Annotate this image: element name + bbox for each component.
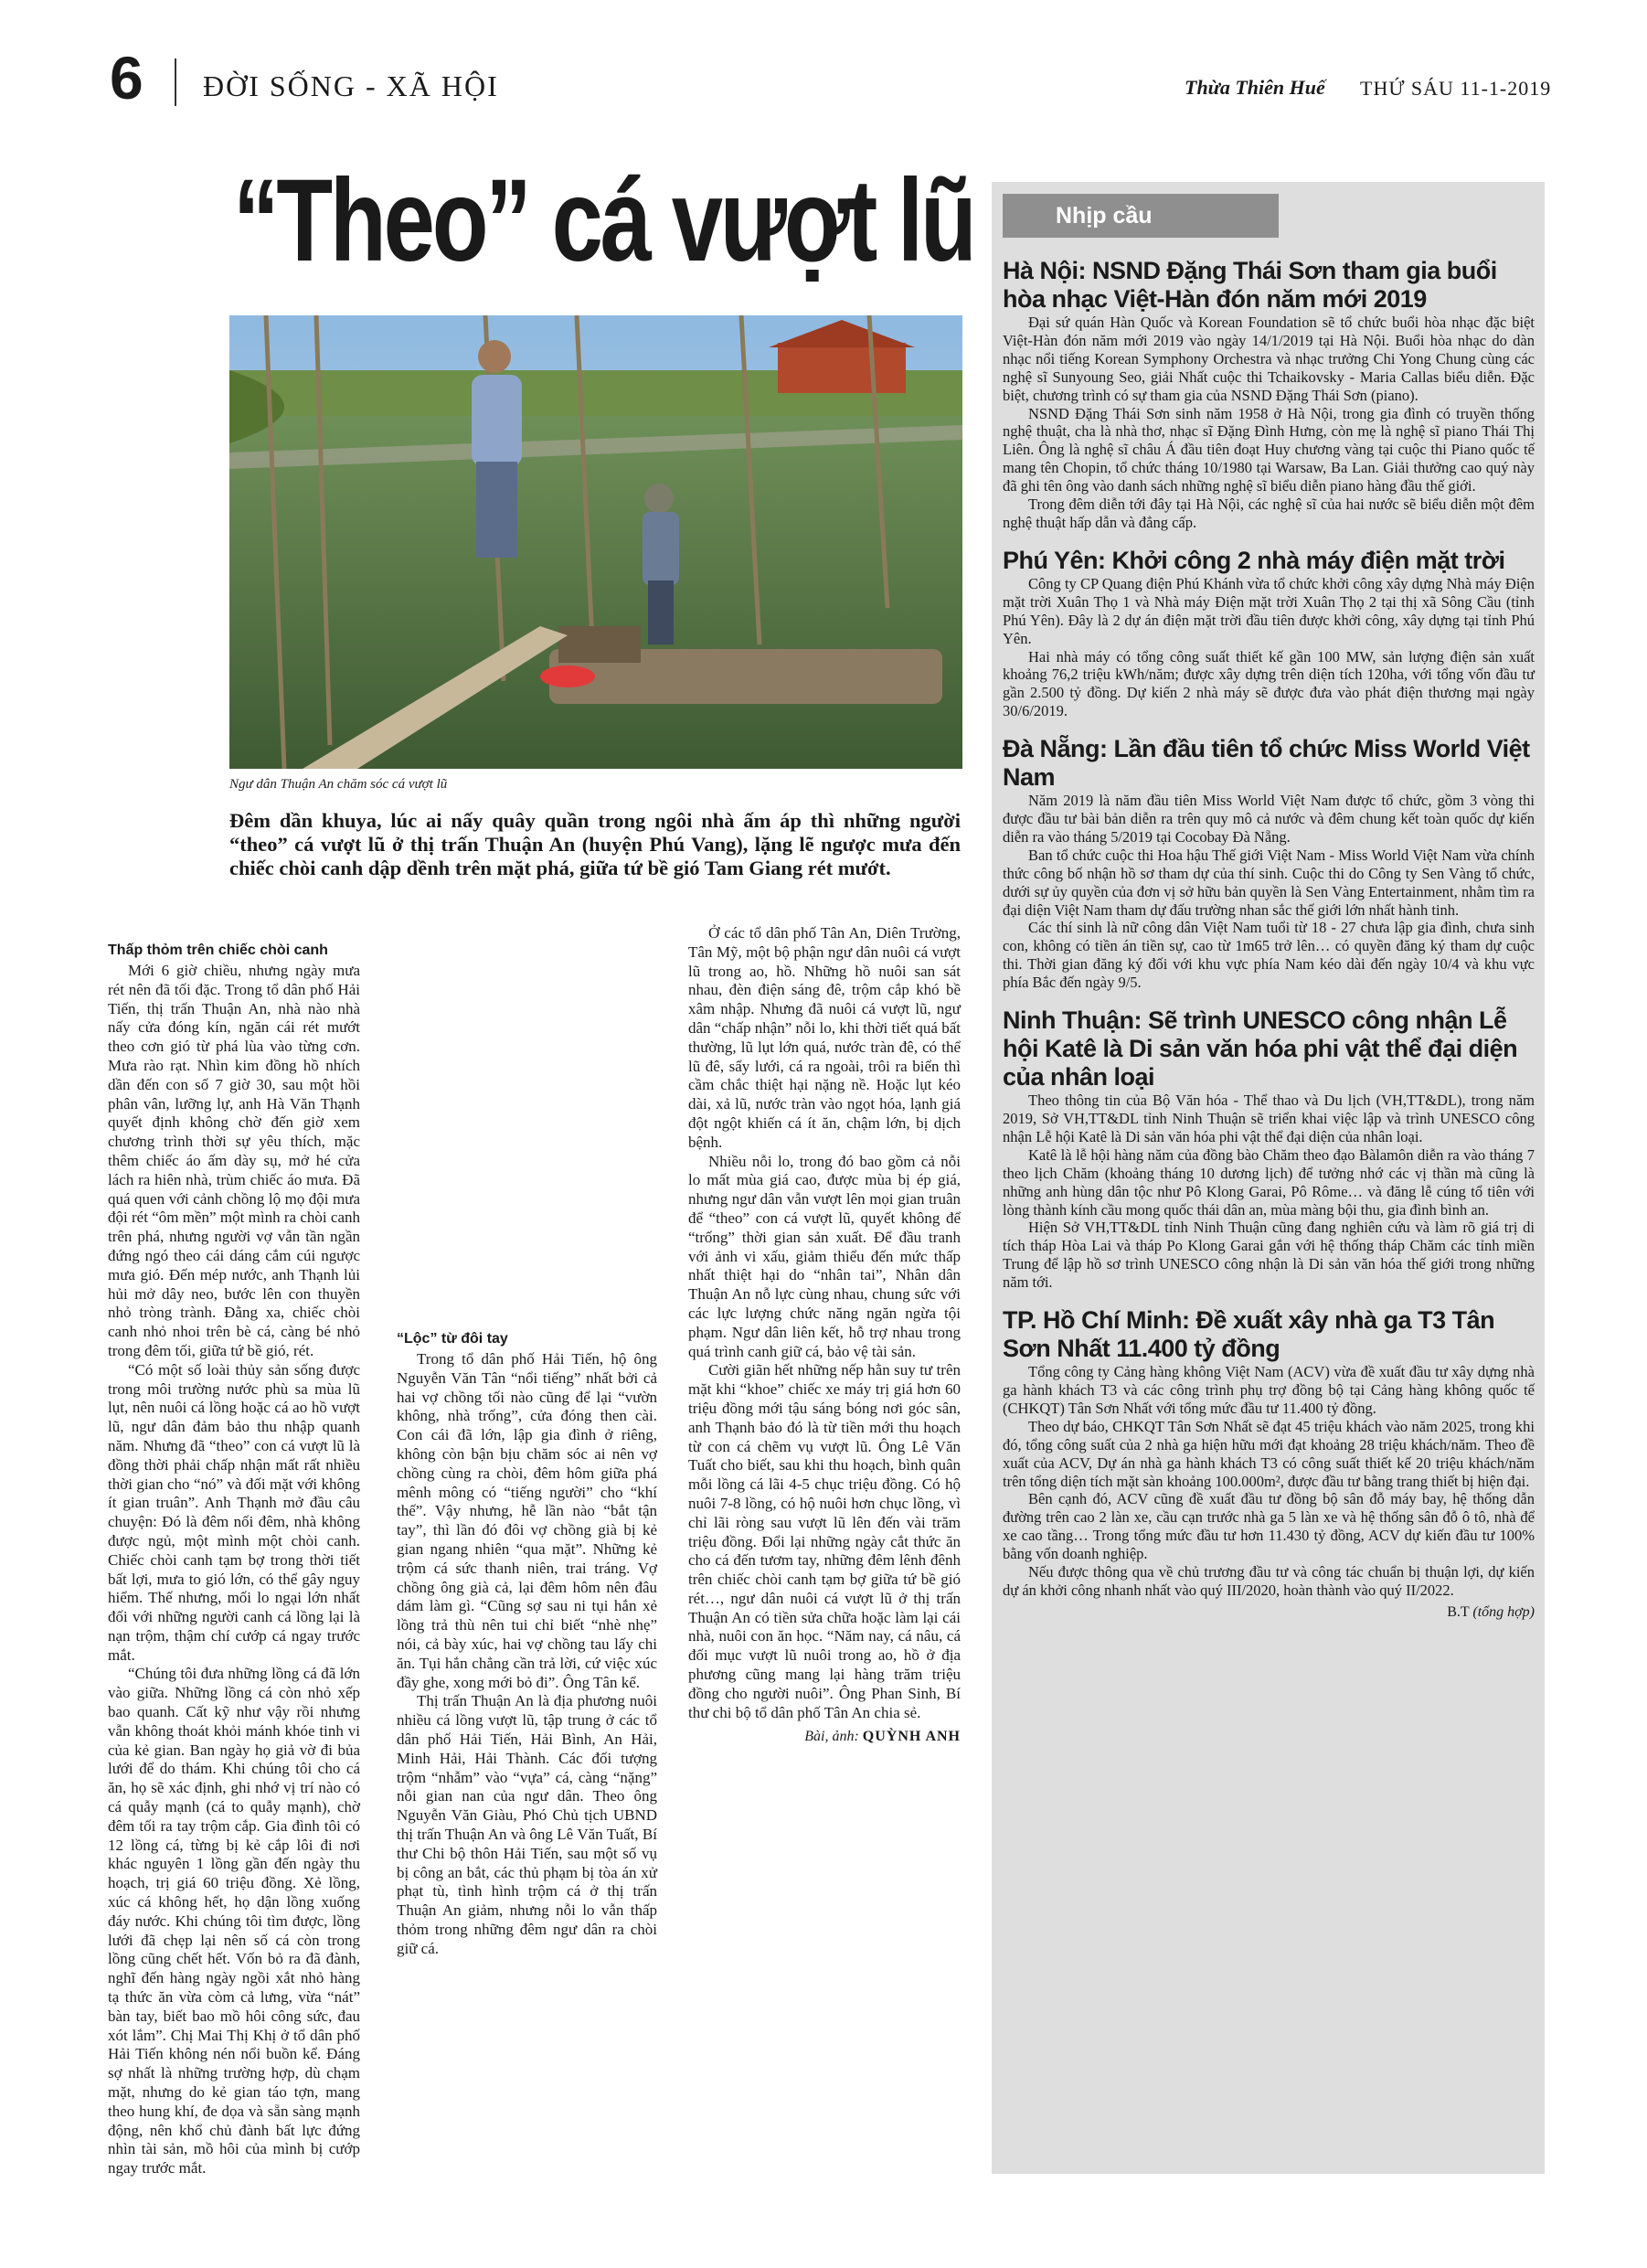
article-paragraph: Nhiều nỗi lo, trong đó bao gồm cả nỗi lo mất mùa giá cao, được mùa bị ép giá, nhưng ngư dân vẫn vượt lên mọi gian truân để “theo” con cá vượt lũ, quyết không để “trống” thời gian sản xuất. Để đầu tranh với ảnh vi xấu, giảm thiểu đến mức thấp nhất thiệt hại do “nhân tai”, Nhân dân Thuận An nỗ lực cùng nhau, chung sức với các lực lượng chức năng ngăn ngừa tội phạm. Ngư dân liên kết, hỗ trợ nhau trong quá trình canh giữ cá, bảo vệ tài sản. — [688, 1152, 961, 1360]
sidebar-paragraph: Hai nhà máy có tổng công suất thiết kế gần 100 MW, sản lượng điện sản xuất khoảng 76,2 triệu kWh/năm; được xây dựng trên diện tích 120ha, với tổng vốn đầu tư gần 2.500 tỷ đồng. Dự kiến 2 nhà máy sẽ được đưa vào phát điện thương mại ngày 30/6/2019. — [1003, 647, 1535, 720]
sidebar-item-title: TP. Hồ Chí Minh: Đề xuất xây nhà ga T3 Tân Sơn Nhất 11.400 tỷ đồng — [1003, 1306, 1495, 1363]
sidebar-paragraph: Bên cạnh đó, ACV cũng đề xuất đầu tư đồng bộ sân đỗ máy bay, hệ thống dẫn đường trên cao 2 làn xe, cầu cạn trước nhà ga 5 làn xe và hệ thống sân đỗ ô tô, nhà để xe cao tầng… Trong tổng mức đầu tư hơn 11.430 tỷ đồng, ACV dự kiến đầu tư 100% bằng vốn doanh nghiệp. — [1003, 1490, 1535, 1563]
article-paragraph: “Có một số loài thủy sản sống được trong môi trường nước phù sa mùa lũ lụt, nên nuôi cá lồng hoặc cá ao hồ vượt lũ, ngư dân đảm bảo thu nhập quanh năm. Nhưng đã “theo” con cá vượt lũ là đồng thời phải chấp nhận mất rất nhiều thời gian cho “nó” và đối mặt với không ít gian truân”. Anh Thạnh mở đầu câu chuyện: Đó là đêm nối đêm, nhà không được ngủ, một mình một chòi canh. Chiếc chòi canh tạm bợ trong thời tiết bất lợi, mưa to gió lớn, có thể gây nguy hiểm. Thế nhưng, mối lo ngại lớn nhất đối với những người canh cá lồng lại là nạn trộm, thậm chí cướp cá ngay trước mắt. — [108, 1360, 360, 1664]
news-sidebar — [992, 182, 1545, 2174]
sidebar-paragraph: Theo thông tin của Bộ Văn hóa - Thể thao và Du lịch (VH,TT&DL), trong năm 2019, Sở VH,TT&DL tỉnh Ninh Thuận sẽ triển khai việc lập và trình UNESCO công nhận Lễ hội Katê là Di sản văn hóa phi vật thể đại diện của nhân loại. — [1003, 1091, 1535, 1145]
article-paragraph: Thị trấn Thuận An là địa phương nuôi nhiều cá lồng vượt lũ, tập trung ở các tổ dân phố Hải Tiến, Hải Bình, An Hải, Minh Hải, Hải Thành. Các đối tượng trộm “nhẫm” vào “vựa” cá, càng “nặng” nỗi gian nan của ngư dân. Theo ông Nguyễn Văn Giàu, Phó Chủ tịch UBND thị trấn Thuận An và ông Lê Văn Tuất, Bí thư Chi bộ thôn Hải Tiến, sau một số vụ bị công an bắt, các thủ phạm bị tòa án xử phạt tù, tình hình trộm cá ở thị trấn Thuận An giảm, nhưng nỗi lo vẫn thấp thỏm trong những đêm ngư dân ra chòi giữ cá. — [397, 1692, 657, 1957]
subhead-1: Thấp thỏm trên chiếc chòi canh — [108, 942, 328, 958]
newspaper-name: Thừa Thiên Huế — [1185, 76, 1325, 99]
sidebar-paragraph: Đại sứ quán Hàn Quốc và Korean Foundation sẽ tổ chức buổi hòa nhạc đặc biệt Việt-Hàn đón năm mới 2019 vào ngày 14/1/2019 tại Hà Nội. Buổi hòa nhạc do dàn nhạc nổi tiếng Korean Symphony Orchestra và nhạc trưởng Chi Yong Chung cùng các nghệ sĩ Sunyoung Seo, giải Nhất cuộc thi Tchaikovsky - Maria Callas biểu diễn. Đặc biệt, chương trình có sự tham gia của NSND Đặng Thái Sơn (piano). — [1003, 314, 1535, 404]
page-number: 6 — [110, 44, 143, 112]
byline-label: Bài, ảnh: — [804, 1729, 859, 1745]
byline-name: QUỲNH ANH — [862, 1729, 961, 1745]
article-column-1 — [108, 942, 360, 2178]
sidebar-paragraph: NSND Đặng Thái Sơn sinh năm 1958 ở Hà Nội, trong gia đình có truyền thống nghệ thuật, cha là nhà thơ, nhạc sĩ Đặng Đình Hưng, còn mẹ là nghệ sĩ piano Thái Thị Liên. Ông là nghệ sĩ châu Á đầu tiên đoạt Huy chương vàng tại cuộc thi Piano quốc tế mang tên Chopin, tổ chức tháng 10/1980 tại Warsaw, Ba Lan. Giải thưởng cao quý này đã ghi tên ông vào danh sách những nghệ sĩ biểu diễn piano hàng đầu thế giới. — [1003, 404, 1535, 495]
article-paragraph: Mới 6 giờ chiều, nhưng ngày mưa rét nên đã tối đặc. Trong tổ dân phố Hải Tiến, thị trấn Thuận An, nhà nào nhà nấy cửa đóng kín, ngăn cái rét mướt theo cơn gió từ phá lùa vào từng cơn. Mưa rào rạt. Nhìn kim đồng hồ nhích dần đến con số 7 giờ 30, sau một hồi phân vân, lưỡng lự, anh Hà Văn Thạnh quyết định không chờ đến giờ xem chương trình thời sự yêu thích, mặc thêm chiếc áo ấm dày sụ, mở hé cửa lách ra hiên nhà, trùm chiếc áo mưa. Đã quá quen với cảnh chồng lộ mọ đội mưa đội rét “ôm mền” một mình ra chòi canh trên phá, nhưng người vợ vẫn tần ngần đứng ngó theo cái dáng cắm cúi ngược mưa gió. Đến mép nước, anh Thạnh lủi hủi mở dây neo, bước lên con thuyền nhỏ tròng trành. Đằng xa, chiếc chòi canh nhỏ nhoi trên bè cá, càng bé nhỏ trong đêm tối, giữa tứ bề gió, rét. — [108, 962, 360, 1359]
photo-caption: Ngư dân Thuận An chăm sóc cá vượt lũ — [229, 777, 448, 792]
subhead-2: “Lộc” từ đôi tay — [397, 1331, 508, 1347]
sidebar-paragraph: Công ty CP Quang điện Phú Khánh vừa tổ chức khởi công xây dựng Nhà máy Điện mặt trời Xuân Thọ 1 và Nhà máy Điện mặt trời Xuân Thọ 2 tại thị xã Sông Cầu (tỉnh Phú Yên). Đây là 2 dự án điện mặt trời đầu tiên được khởi công, xây dựng tại tỉnh Phú Yên. — [1003, 574, 1535, 647]
sidebar-paragraph: Năm 2019 là năm đầu tiên Miss World Việt Nam được tổ chức, gồm 3 vòng thi được đầu tư bài bản diễn ra trên quy mô cả nước và đêm chung kết toàn quốc dự kiến diễn ra vào tháng 5/2019 tại Cocobay Đà Nẵng. — [1003, 792, 1535, 846]
article-byline — [688, 1728, 961, 1747]
article-paragraph: Cười giãn hết những nếp hằn suy tư trên mặt khi “khoe” chiếc xe máy trị giá hơn 60 triệu đồng mới tậu sáng bóng nơi góc sân, anh Thạnh bảo đó là từ tiền mới thu hoạch từ con cá chẽm vụ vượt lũ. Ông Lê Văn Tuất cho biết, sau khi thu hoạch, bình quân mỗi lồng cá lãi 4-5 chục triệu đồng. Có hộ nuôi 7-8 lồng, có hộ nuôi hơn chục lồng, vì chỉ lãi ròng sau vượt lũ lên đến vài trăm triệu đồng. Đổi lại những ngày cắt thức ăn cho cá đến tươm tay, những đêm lênh đênh trên chiếc chòi canh tạm bợ giữa tứ bề gió rét…, ngư dân nuôi cá vượt lũ ở thị trấn Thuận An có tiền sửa chữa hoặc làm lại cái nhà, nuôi con ăn học. “Năm nay, cá nâu, cá đối mục vượt lũ nuôi trong ao, hồ ở địa phương cũng mang lại hàng trăm triệu đồng cho người nuôi”. Ông Phan Sinh, Bí thư chi bộ tổ dân phố Tân An chia sẻ. — [688, 1361, 961, 1721]
article-paragraph: “Chúng tôi đưa những lồng cá đã lớn vào giữa. Những lồng cá còn nhỏ xếp bao quanh. Cất kỹ như vậy rồi nhưng vẫn không thoát khỏi mánh khóe tinh vi của kẻ gian. Ban ngày họ giả vờ đi bủa lưới để do thám. Khi chúng tôi cho cá ăn, họ sẽ xác định, ghi nhớ vị trí nào có cá quẫy mạnh (cá to quẫy mạnh), chờ đêm tối ra tay trộm cắp. Gia đình tôi có 12 lồng cá, từng bị kẻ cắp lôi đi nơi khác nguyên 1 lồng gần đến ngày thu hoạch, trị giá 60 triệu đồng. Xẻ lồng, xúc cá không hết, họ dận lồng xuống đáy nước. Khi chúng tôi tìm được, lồng lưới đã chẹp lại nên số cá còn trong lồng cũng chết hết. Vốn bỏ ra đã đành, nghĩ đến hàng ngày ngồi xắt nhỏ hàng tạ thức ăn vừa còm cả lưng, vừa “nát” bàn tay, biết bao mồ hôi công sức, đau xót lắm”. Chị Mai Thị Khị ở tổ dân phố Hải Tiến không nén nổi buồn kể. Đáng sợ nhất là những trường hợp, dù chạm mặt, nhưng do kẻ gian táo tợn, mang theo hung khí, đe dọa và sẵn sàng mạnh động, nên khổ chủ đành bất lực đứng nhìn tài sản, mồ hôi của mình bị cướp ngay trước mắt. — [108, 1665, 360, 2177]
sidebar-credit — [1003, 1603, 1535, 1622]
sidebar-paragraph: Theo dự báo, CHKQT Tân Sơn Nhất sẽ đạt 45 triệu khách vào năm 2025, trong khi đó, tổng công suất của 2 nhà ga hiện hữu mới đạt khoảng 28 triệu khách/năm. Theo đề xuất của ACV, Dự án nhà ga hành khách T3 có công suất thiết kế 20 triệu khách/năm trên tổng diện tích mặt sàn khoảng 100.000m², được đầu tư bằng trang thiết bị hiện đại. — [1003, 1417, 1535, 1490]
article-headline: “Theo” cá vượt lũ — [233, 155, 974, 286]
article-column-2 — [397, 924, 657, 1959]
sidebar-paragraph: Tổng công ty Cảng hàng không Việt Nam (ACV) vừa đề xuất đầu tư xây dựng nhà ga hành khách T3 và các công trình phụ trợ đồng bộ tại Cảng hàng không quốc tế (CHKQT) Tân Sơn Nhất với tổng mức đầu tư 11.400 tỷ đồng. — [1003, 1363, 1535, 1417]
article-column-3 — [688, 924, 961, 1747]
article-paragraph: Trong tổ dân phố Hải Tiến, hộ ông Nguyễn Văn Tân “nổi tiếng” nhất bởi cả hai vợ chồng tối nào cũng để lại “vườn không, nhà trống”, cửa đóng then cài. Con cái đã lớn, lập gia đình ở riêng, không còn bận bịu chăm sóc ai nên vợ chồng cùng ra chòi, đêm hôm giữa phá mênh mông có “tiếng người” cho “khí thế”. Vậy nhưng, hễ lần nào “bắt tận tay”, thì lần đó đôi vợ chồng già bị kẻ gian ngang nhiên “qua mặt”. Những kẻ trộm cá sức thanh niên, trai tráng. Vợ chồng ông già cả, lại đêm hôm nên đâu dám làm gì. “Cũng sợ sau ni tụi hắn xẻ lồng trả thù nên tui chỉ biết “nhè nhẹ” nói, cả bày xúc, hai vợ chồng tau lấy chi ăn. Tụi hắn chẳng cần trả lời, cứ việc xúc đầy ghe, xong mới bỏ đi”. Ông Tân kể. — [397, 1350, 657, 1691]
sidebar-item-title: Đà Nẵng: Lần đầu tiên tổ chức Miss World Việt Nam — [1003, 735, 1530, 792]
sidebar-item-title: Hà Nội: NSND Đặng Thái Sơn tham gia buổi hòa nhạc Việt-Hàn đón năm mới 2019 — [1003, 257, 1497, 313]
issue-date: THỨ SÁU 11-1-2019 — [1360, 77, 1552, 100]
sidebar-body — [1003, 257, 1535, 1622]
sidebar-paragraph: Ban tổ chức cuộc thi Hoa hậu Thế giới Việt Nam - Miss World Việt Nam vừa chính thức công bố nhận hồ sơ tham dự của thí sinh. Cuộc thi do Công ty Sen Vàng tổ chức, dưới sự ủy quyền của đơn vị sở hữu bản quyền là Sen Vàng Entertainment, nhằm tìm ra đại diện Việt Nam tham dự đấu trường nhan sắc thế giới lớn nhất hành tinh. — [1003, 846, 1535, 919]
credit-note: (tổng hợp) — [1472, 1603, 1535, 1620]
credit-name: B.T — [1447, 1603, 1470, 1620]
sidebar-paragraph: Hiện Sở VH,TT&DL tỉnh Ninh Thuận cũng đang nghiên cứu và làm rõ giá trị di tích tháp Hòa Lai và tháp Po Klong Garai gắn với hệ thống tháp Chăm các tỉnh miền Trung để lập hồ sơ trình UNESCO công nhận là Di sản văn hóa thế giới trong những năm tới. — [1003, 1219, 1535, 1292]
sidebar-paragraph: Trong đêm diễn tới đây tại Hà Nội, các nghệ sĩ của hai nước sẽ biểu diễn một đêm nghệ thuật hấp dẫn và đẳng cấp. — [1003, 495, 1535, 531]
section-title: ĐỜI SỐNG - XÃ HỘI — [203, 69, 499, 102]
sidebar-paragraph: Các thí sinh là nữ công dân Việt Nam tuổi từ 18 - 27 chưa lập gia đình, chưa sinh con, không có tiền án tiền sự, cao từ 1m65 trở lên… có quyền đăng ký tham dự cuộc thi. Thời gian đăng ký đối với khu vực phía Nam kéo dài đến ngày 10/4 và khu vực phía Bắc đến ngày 9/5. — [1003, 919, 1535, 992]
sidebar-item-title: Ninh Thuận: Sẽ trình UNESCO công nhận Lễ hội Katê là Di sản văn hóa phi vật thể đại diện của nhân loại — [1003, 1006, 1518, 1091]
sidebar-tag-label: Nhịp cầu — [1056, 203, 1153, 229]
article-paragraph: Ở các tổ dân phố Tân An, Diên Trường, Tân Mỹ, một bộ phận ngư dân nuôi cá vượt lũ trong ao, hồ. Những hồ nuôi san sát nhau, đèn điện sáng đê, trộm cắp khó bề xâm nhập. Nhưng đã nuôi cá vượt lũ, ngư dân “chấp nhận” nỗi lo, khi thời tiết quá bất thường, lũ lụt lớn quá, nước tràn đê, có thể lũ đê, sẩy lưới, cá ra ngoài, trôi ra biển thì cầm chắc thiệt hại nặng nề. Hoặc lụt kéo dài, xả lũ, nước tràn vào ngọt hóa, lạnh giá đột ngột khiến cá ít ăn, chậm lớn, bị dịch bệnh. — [688, 924, 961, 1151]
sidebar-tag — [1003, 194, 1279, 238]
sidebar-item-title: Phú Yên: Khởi công 2 nhà máy điện mặt trời — [1003, 546, 1505, 574]
header-divider — [175, 59, 176, 106]
sidebar-paragraph: Nếu được thông qua về chủ trương đầu tư và công tác chuẩn bị thuận lợi, dự kiến dự án khởi công nhanh nhất vào quý III/2020, hoàn thành vào quý II/2022. — [1003, 1563, 1535, 1599]
article-photo — [229, 315, 962, 769]
sidebar-paragraph: Katê là lễ hội hàng năm của đồng bào Chăm theo đạo Bàlamôn diễn ra vào tháng 7 theo lịch Chăm (khoảng tháng 10 dương lịch) để tưởng nhớ các vị thần mà cũng là những anh hùng dân tộc như Pô Klong Garai, Pô Rôme… và đăng lễ cúng tổ tiên với lòng thành kính cầu mong quốc thái dân an, mùa màng bội thu, gia đình bình an. — [1003, 1145, 1535, 1219]
article-lead: Đêm dần khuya, lúc ai nấy quây quần trong ngôi nhà ấm áp thì những người “theo” cá vượt lũ ở thị trấn Thuận An (huyện Phú Vang), lặng lẽ ngược mưa đến chiếc chòi canh dập dềnh trên mặt phá, giữa tứ bề gió Tam Giang rét mướt. — [229, 809, 961, 879]
photo-illustration — [229, 315, 962, 769]
